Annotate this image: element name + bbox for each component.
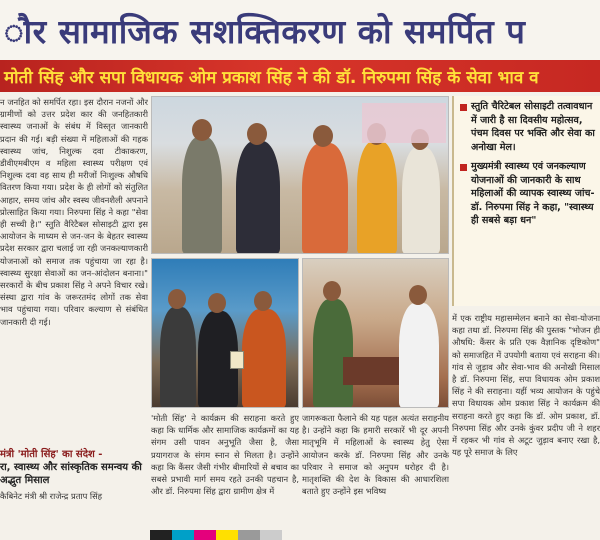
headline-text: ौर सामाजिक सशक्तिकरण को समर्पित प [4, 11, 526, 51]
bullet-square-icon [460, 164, 467, 171]
highlight-text: स्तुति चैरिटेबल सोसाइटी तत्वावधान में जारी है सा दिवसीय महोत्सव, पंचम दिवस पर भक्ति और सेवा का अनोखा मेल। [471, 101, 595, 153]
column-2-text: 'मोती सिंह' ने कार्यक्रम की सराहना करते हुए कहा कि धार्मिक और सामाजिक कार्यक्रमों का यह संगम उसी पावन अनुभूति जैसा है, जैसा प्रयागराज के संगम स्नान से मिलता है। उन्होंने कहा कि कैंसर जैसी गंभीर बीमारियों से बचाव का सबसे प्रभावी मार्ग समय रहते उनकी पहचान है, और डॉ. निरुपमा सिंह द्वारा ग्रामीण क्षेत्र में [151, 413, 299, 497]
registration-swatch [194, 530, 216, 540]
print-color-bar [150, 530, 282, 540]
caption-column-3 [302, 412, 449, 540]
caption-column-2 [151, 412, 299, 540]
subhead-line-1: मंत्री 'मोती सिंह' का संदेश - [0, 449, 103, 460]
deck-text: मोती सिंह और सपा विधायक ओम प्रकाश सिंह ने की डॉ. निरुपमा सिंह के सेवा भाव व [4, 67, 539, 88]
registration-swatch [260, 530, 282, 540]
photo-book-release [151, 258, 299, 408]
left-tail-text: कैबिनेट मंत्री श्री राजेन्द्र प्रताप सिंह [0, 491, 103, 501]
column-3-text: जागरूकता फैलाने की यह पहल अत्यंत सराहनीय है। उन्होंने कहा कि हमारी सरकारें भी दूर अपनी मातृभूमि में महिलाओं के स्वास्थ्य हेतु ऐसा आयोजन करके डॉ. निरुपमा सिंह और उनके परिवार ने समाज को अनुपम धरोहर दी है। मातृशक्ति की देश के विकास की आधारशिला बताते हुए उन्होंने इस भविष्य [302, 413, 449, 497]
highlights-sidebar [452, 96, 600, 306]
right-column-text: में एक राष्ट्रीय महासम्मेलन बनाने का सेवा-योजना कहा तथा डॉ. निरुपमा सिंह की पुस्तक "भोजन ही औषधि: कैंसर के प्रति एक वैज्ञानिक दृष्टिकोण" को समाजहित में उपयोगी बताया एवं सराहना की। गांव से जुड़ाव और सेवा-भाव की अनोखी मिसाल है डॉ. निरुपमा सिंह, सपा विधायक ओम प्रकाश सिंह ने की सराहना। यहीं भव्य आयोजन के पहुंचे सपा विधायक ओम प्रकाश सिंह ने कार्यक्रम की सराहना करते हुए कहा कि डॉ. ओम प्रकाश, डॉ. निरुपमा सिंह और उनके कुंवर प्रदीप जी ने शहर में रहकर भी गांव से अटूट जुड़ाव बनाए रखा है, यह पूरे समाज के लिए [452, 313, 600, 458]
registration-swatch [238, 530, 260, 540]
registration-swatch [216, 530, 238, 540]
left-column-text: न जनहित को समर्पित रहा। इस दौरान नजनों और ग्रामीणों को उत्तर प्रदेश कार की जनहितकारी स्वास्थ्य जनाओं के संबंध में विस्तृत जानकारी प्रदान की गई। बड़ी संख्या में महिलाओं की गहक स्वास्थ्य जांच, निशुल्क दवा टीकाकरण, डीवीएमबीएम व महिला स्वास्थ्य परीक्षण एवं निशुल्क दवा वह साथ ही मरीजों निःशुल्क औषधि वितरण किया गया। प्रदेश के ही लोगों को संतुलित आहार, समय जांच और स्वस्थ जीवनशैली अपनाने प्रोत्साहित किया गया। निरुपमा सिंह ने कहा "सेवा ही सच्ची है।" स्तुति वैरिटैबल सोसाइटी द्वारा इस आयोजन के माध्यम से जन-जन के बेहतर स्वास्थ्य प्रदेश सरकार द्वारा चलाई जा रही जनकल्याणकारी योजनाओं को समाज तक पहुंचाया जा रहा है। स्वास्थ्य सुरक्षा सेवाओं का जन-आंदोलन बनाना।" सरकारों के बीच प्रकाश सिंह ने अपने विचार रखे। संस्था द्वारा गांव के जरूरतमंद लोगों तक सेवा भाव पहुंचाया गया। परिवार कल्याण से संबंधित जानकारी दी गई। [0, 97, 148, 327]
deck-strip [0, 60, 600, 92]
headline [0, 0, 600, 60]
photo-medicine-distribution [302, 258, 449, 408]
photo-procession [151, 96, 449, 254]
subhead-line-2: रा, स्वास्थ्य और सांस्कृतिक समन्वय की अद्भुत मिसाल [0, 462, 142, 486]
right-column [452, 312, 600, 540]
bullet-square-icon [460, 104, 467, 111]
highlight-item [460, 100, 600, 154]
registration-swatch [172, 530, 194, 540]
registration-swatch [150, 530, 172, 540]
highlight-text: मुख्यमंत्री स्वास्थ्य एवं जनकल्याण योजनाओं की जानकारी के साथ महिलाओं की व्यापक स्वास्थ्य जांच- डॉ. निरुपमा सिंह ने कहा, "स्वास्थ्य ही सबसे बड़ा धन" [471, 161, 595, 226]
highlight-item [460, 160, 600, 228]
subhead [0, 448, 148, 487]
